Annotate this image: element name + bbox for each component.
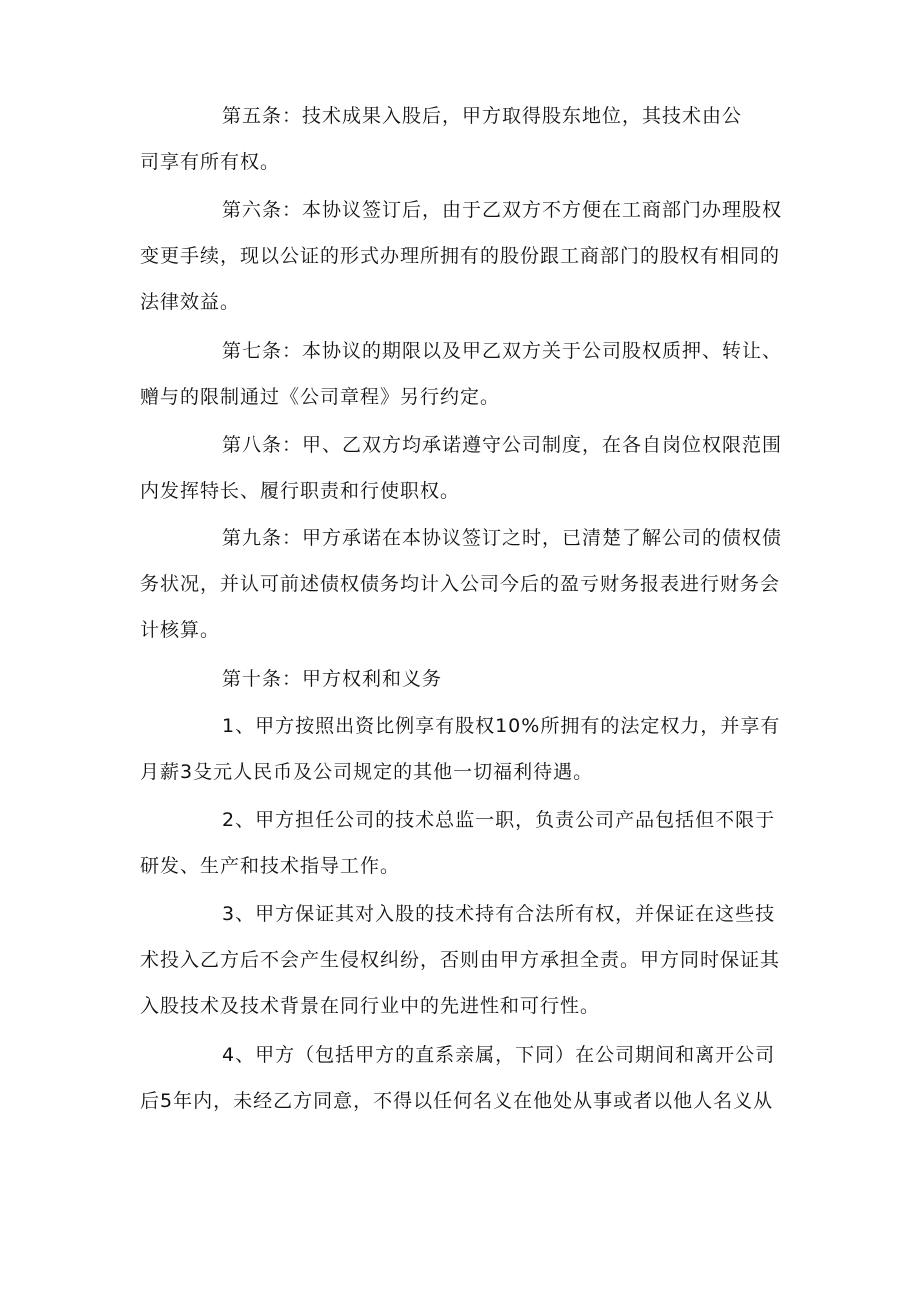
text-line: 入股技术及技术背景在同行业中的先进性和可行性。 [140, 995, 601, 1017]
text-line: 月薪3殳元人民币及公司规定的其他一切福利待遇。 [140, 761, 594, 783]
text-line: 1、甲方按照出资比例享有股权10%所拥有的法定权力，并享有 [222, 715, 781, 737]
clause-1-paragraph [140, 703, 800, 795]
text-line: 第九条：甲方承诺在本协议签订之时，已清楚了解公司的债权债 [222, 527, 783, 549]
text-line: 法律效益。 [140, 291, 241, 313]
article-10-heading [140, 656, 800, 702]
text-line: 第八条：甲、乙双方均承诺遵守公司制度，在各自岗位权限范围 [222, 434, 783, 456]
text-line: 3、甲方保证其对入股的技术持有合法所有权，并保证在这些技 [222, 903, 776, 925]
text-line: 后5年内，未经乙方同意，不得以任何名义在他处从事或者以他人名义从 [140, 1090, 774, 1112]
text-line: 第七条：本协议的期限以及甲乙双方关于公司股权质押、转让、 [222, 340, 783, 362]
text-line: 第五条：技术成果入股后，甲方取得股东地位，其技术由公 [222, 105, 743, 127]
article-9-paragraph [140, 515, 800, 653]
article-6-paragraph [140, 187, 800, 325]
clause-4-paragraph [140, 1032, 800, 1124]
text-line: 2、甲方担任公司的技术总监一职，负责公司产品包括但不限于 [222, 809, 776, 831]
text-line: 4、甲方（包括甲方的直系亲属，下同）在公司期间和离开公司 [222, 1044, 776, 1066]
text-line: 司享有所有权。 [140, 151, 281, 173]
clause-3-paragraph [140, 891, 800, 1029]
text-line: 第六条：本协议签订后，由于乙双方不方便在工商部门办理股权 [222, 199, 783, 221]
article-5-paragraph [140, 93, 800, 185]
text-line: 术投入乙方后不会产生侵权纠纷，否则由甲方承担全责。甲方同时保证其 [140, 949, 781, 971]
text-line: 务状况，并认可前述债权债务均计入公司今后的盈亏财务报表进行财务会 [140, 573, 781, 595]
article-8-paragraph [140, 422, 800, 514]
text-line: 研发、生产和技术指导工作。 [140, 855, 401, 877]
article-7-paragraph [140, 328, 800, 420]
text-line: 变更手续，现以公证的形式办理所拥有的股份跟工商部门的股权有相同的 [140, 245, 781, 267]
text-line: 内发挥特长、履行职责和行使职权。 [140, 480, 461, 502]
clause-2-paragraph [140, 797, 800, 889]
text-line: 第十条：甲方权利和义务 [222, 668, 443, 690]
text-line: 赠与的限制通过《公司章程》另行约定。 [140, 386, 501, 408]
text-line: 计核算。 [140, 619, 221, 641]
